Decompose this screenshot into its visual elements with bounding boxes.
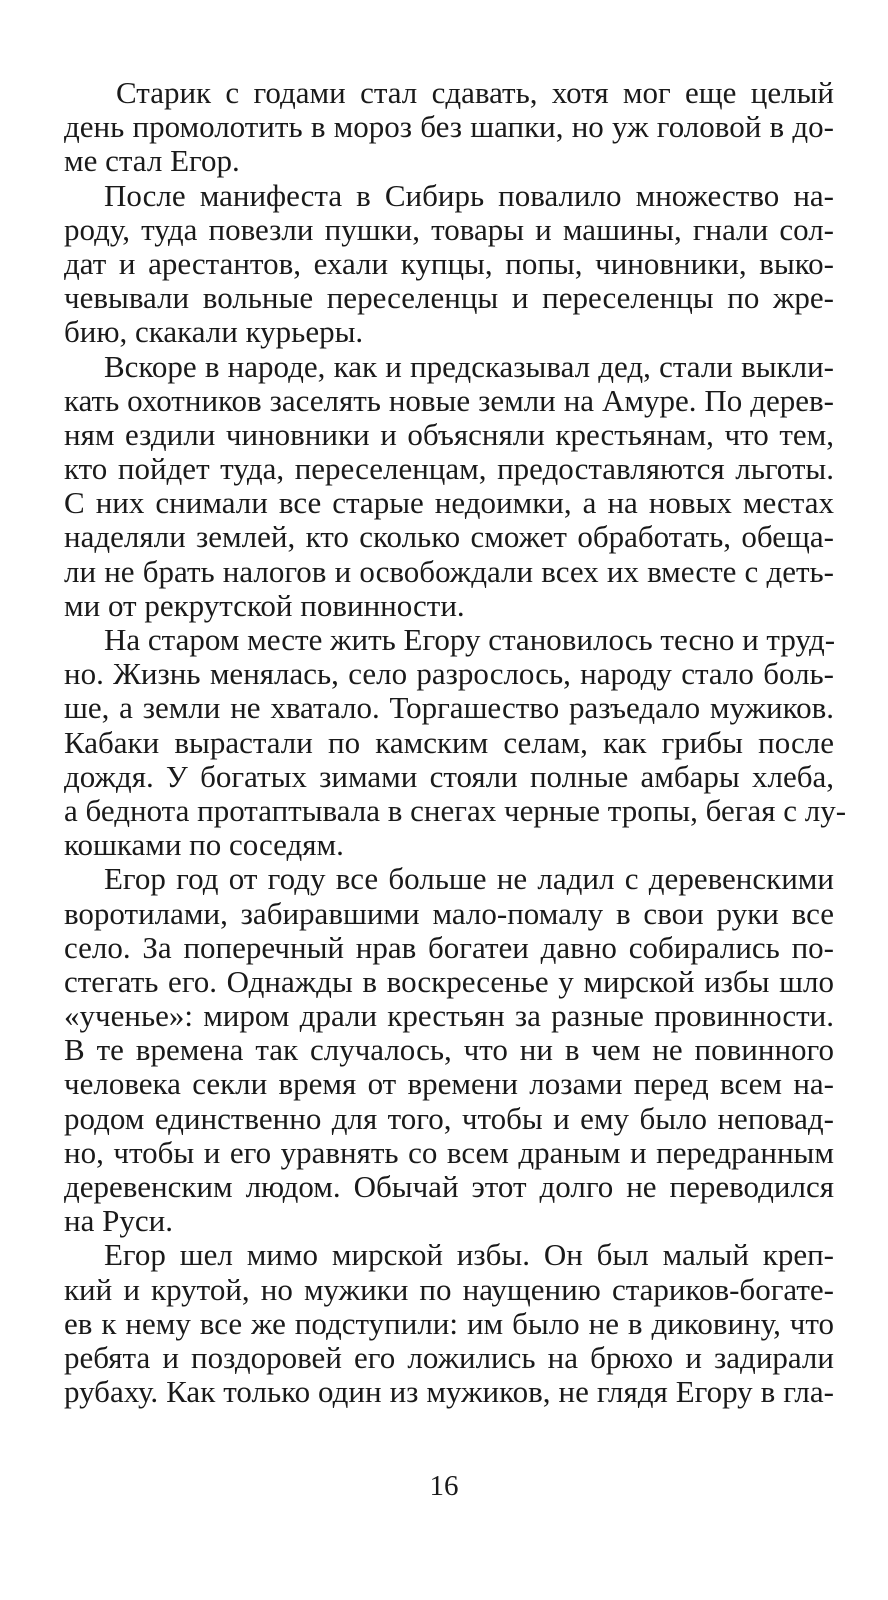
page-number: 16 [429, 1470, 459, 1502]
text-line: дат и арестантов, ехали купцы, попы, чиновники, выко- [64, 245, 834, 281]
text-line: После манифеста в Сибирь повалило множество на- [104, 177, 834, 213]
text-line: Вскоре в народе, как и предсказывал дед, стали выкли- [104, 348, 834, 384]
text-line: роду, туда повезли пушки, товары и машины, гнали сол- [64, 211, 834, 247]
text-line: ме стал Егор. [64, 143, 240, 179]
text-line: деревенским людом. Обычай этот долго не переводился [64, 1169, 834, 1204]
text-line: ми от рекрутской повинности. [64, 587, 465, 623]
text-line: но, чтобы и его уравнять со всем драным и передранным [64, 1134, 834, 1170]
text-line: ребята и поздоровей его ложились на брюхо и задирали [64, 1339, 834, 1375]
text-line: кто пойдет туда, переселенцам, предоставляются льготы. [64, 451, 834, 487]
text-line: стегать его. Однажды в воскресенье у мирской избы шло [64, 963, 834, 999]
text-line: ев к нему все же подступили: им было не в диковину, что [64, 1305, 834, 1341]
text-line: В те времена так случалось, что ни в чем не повинного [64, 1032, 834, 1068]
text-line: На старом месте жить Егору становилось тесно и труд- [104, 622, 836, 657]
text-line: ше, а земли не хватало. Торгашество разъедало мужиков. [64, 690, 834, 726]
text-line: чевывали вольные переселенцы и переселенцы по жре- [64, 280, 834, 316]
text-line: Егор шел мимо мирской избы. Он был малый креп- [104, 1237, 834, 1273]
text-line: но. Жизнь менялась, село разрослось, народу стало боль- [64, 656, 834, 692]
text-line: бию, скакали курьеры. [64, 314, 364, 350]
text-line: ням ездили чиновники и объясняли крестьянам, что тем, [64, 416, 834, 452]
text-line: воротилами, забиравшими мало-помалу в свои руки все [64, 895, 834, 931]
text-line: «ученье»: миром драли крестьян за разные провинности. [64, 998, 834, 1034]
text-line: ли не брать налогов и освобождали всех их вместе с деть- [64, 553, 834, 589]
text-line: кать охотников заселять новые земли на Амуре. По дерев- [64, 382, 834, 418]
text-line: С них снимали все старые недоимки, а на новых местах [64, 485, 834, 521]
text-line: а беднота протаптывала в снегах черные тропы, бегая с лу- [64, 792, 847, 828]
text-line: кошками по соседям. [64, 827, 344, 863]
text-line: на Руси. [64, 1203, 173, 1239]
text-line: село. За поперечный нрав богатеи давно собирались по- [64, 929, 834, 965]
text-line: день промолотить в мороз без шапки, но уж головой в до- [64, 109, 834, 145]
text-line: рубаху. Как только один из мужиков, не глядя Егору в гла- [64, 1374, 834, 1410]
text-line: родом единственно для того, чтобы и ему было неповад- [64, 1100, 834, 1136]
text-line: наделяли землей, кто сколько сможет обработать, обеща- [64, 519, 834, 555]
text-line: кий и крутой, но мужики по наущению стариков-богате- [64, 1271, 834, 1307]
text-line: Старик с годами стал сдавать, хотя мог еще целый [116, 75, 834, 110]
text-line: дождя. У богатых зимами стояли полные амбары хлеба, [64, 758, 834, 794]
text-line: Кабаки вырастали по камским селам, как грибы после [64, 724, 834, 760]
text-line: Егор год от году все больше не ладил с деревенскими [104, 861, 834, 897]
text-line: человека секли время от времени лозами перед всем на- [64, 1066, 834, 1102]
body-text [64, 75, 847, 1410]
